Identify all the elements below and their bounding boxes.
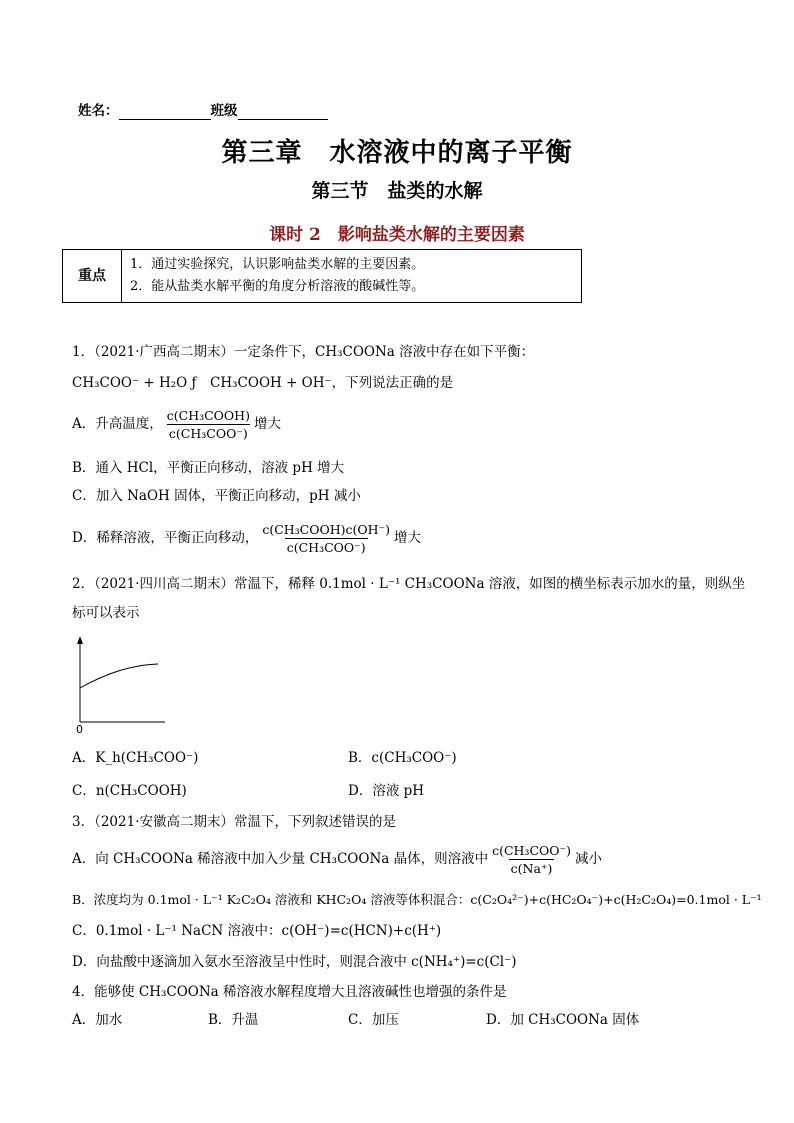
q1-option-a-fraction bbox=[165, 408, 252, 441]
name-label: 姓名： bbox=[78, 103, 119, 119]
q1-option-a[interactable] bbox=[72, 404, 281, 444]
chapter-title: 第三章 水溶液中的离子平衡 bbox=[221, 138, 573, 168]
fraction-denominator: c(CH₃COO⁻) bbox=[286, 539, 366, 555]
fraction-denominator: c(Na⁺) bbox=[510, 860, 553, 876]
q2-graph bbox=[70, 634, 170, 734]
q2-option-b[interactable]: B．c(CH₃COO⁻) bbox=[348, 750, 457, 766]
q4-option-a[interactable]: A．加水 bbox=[72, 1012, 123, 1028]
q4-option-b[interactable]: B．升温 bbox=[208, 1012, 259, 1028]
fraction-numerator: c(CH₃COOH)c(OH⁻) bbox=[262, 521, 391, 537]
q3-option-a-prefix: A．向 CH₃COONa 稀溶液中加入少量 CH₃COONa 晶体，则溶液中 bbox=[72, 851, 489, 867]
fraction-numerator: c(CH₃COOH) bbox=[166, 407, 250, 423]
q1-option-b[interactable]: B．通入 HCl，平衡正向移动，溶液 pH 增大 bbox=[72, 460, 345, 476]
key-points-table bbox=[62, 249, 582, 303]
q3-option-a-suffix: 减小 bbox=[574, 851, 602, 867]
q1-option-a-suffix: 增大 bbox=[253, 416, 281, 432]
fraction-denominator: c(CH₃COO⁻) bbox=[168, 425, 248, 441]
lesson-title: 课时 2 影响盐类水解的主要因素 bbox=[269, 225, 525, 245]
q1-option-c[interactable]: C．加入 NaOH 固体，平衡正向移动，pH 减小 bbox=[72, 488, 361, 504]
q1-option-a-prefix: A．升高温度， bbox=[72, 416, 163, 432]
key-point-item: 1．通过实验探究，认识影响盐类水解的主要因素。 bbox=[130, 257, 425, 272]
student-info-line bbox=[78, 102, 328, 120]
q2-stem-line2: 标可以表示 bbox=[72, 605, 140, 621]
q1-option-d[interactable] bbox=[72, 518, 421, 558]
origin-label: 0 bbox=[76, 723, 83, 734]
q3-option-d[interactable]: D．向盐酸中逐滴加入氨水至溶液呈中性时，则混合液中 c(NH₄⁺)=c(Cl⁻) bbox=[72, 954, 517, 970]
q4-option-c[interactable]: C．加压 bbox=[348, 1012, 399, 1028]
q1-equation: CH₃COO⁻ + H₂O ƒ CH₃COOH + OH⁻，下列说法正确的是 bbox=[72, 375, 454, 391]
q3-option-a[interactable] bbox=[72, 839, 602, 879]
key-points-label: 重点 bbox=[63, 250, 122, 303]
section-title: 第三节 盐类的水解 bbox=[311, 180, 483, 202]
q1-option-d-fraction bbox=[260, 522, 392, 555]
name-blank[interactable] bbox=[119, 105, 211, 120]
key-point-item: 2．能从盐类水解平衡的角度分析溶液的酸碱性等。 bbox=[130, 279, 425, 294]
class-blank[interactable] bbox=[238, 105, 328, 120]
q2-option-a[interactable]: A．K_h(CH₃COO⁻) bbox=[72, 750, 199, 766]
q1-option-d-prefix: D．稀释溶液，平衡正向移动， bbox=[72, 530, 259, 546]
q4-option-d[interactable]: D．加 CH₃COONa 固体 bbox=[486, 1012, 640, 1028]
y-axis-arrow-icon bbox=[77, 636, 83, 644]
q4-stem: 4．能够使 CH₃COONa 稀溶液水解程度增大且溶液碱性也增强的条件是 bbox=[72, 984, 507, 1000]
fraction-numerator: c(CH₃COO⁻) bbox=[492, 842, 571, 858]
q1-option-d-suffix: 增大 bbox=[394, 530, 422, 546]
q3-stem: 3．（2021·安徽高二期末）常温下，下列叙述错误的是 bbox=[72, 814, 396, 830]
q2-stem-line1: 2．（2021·四川高二期末）常温下，稀释 0.1mol · L⁻¹ CH₃COONa 溶液，如图的横坐标表示加水的量，则纵坐 bbox=[72, 576, 746, 592]
q1-stem: 1．（2021·广西高二期末）一定条件下，CH₃COONa 溶液中存在如下平衡： bbox=[72, 344, 535, 360]
q3-option-c[interactable]: C．0.1mol · L⁻¹ NaCN 溶液中：c(OH⁻)=c(HCN)+c(H⁺) bbox=[72, 923, 442, 939]
q2-option-d[interactable]: D．溶液 pH bbox=[348, 783, 425, 799]
key-points-body bbox=[122, 250, 582, 303]
class-label: 班级 bbox=[210, 103, 238, 119]
q3-option-a-fraction bbox=[490, 843, 573, 876]
q2-option-c[interactable]: C．n(CH₃COOH) bbox=[72, 783, 187, 799]
graph-curve bbox=[80, 664, 158, 688]
q3-option-b[interactable]: B．浓度均为 0.1mol · L⁻¹ K₂C₂O₄ 溶液和 KHC₂O₄ 溶液等体积混合：c(C₂O₄²⁻)+c(HC₂O₄⁻)+c(H₂C₂O₄)=0.1mol · L⁻¹ bbox=[72, 892, 762, 907]
